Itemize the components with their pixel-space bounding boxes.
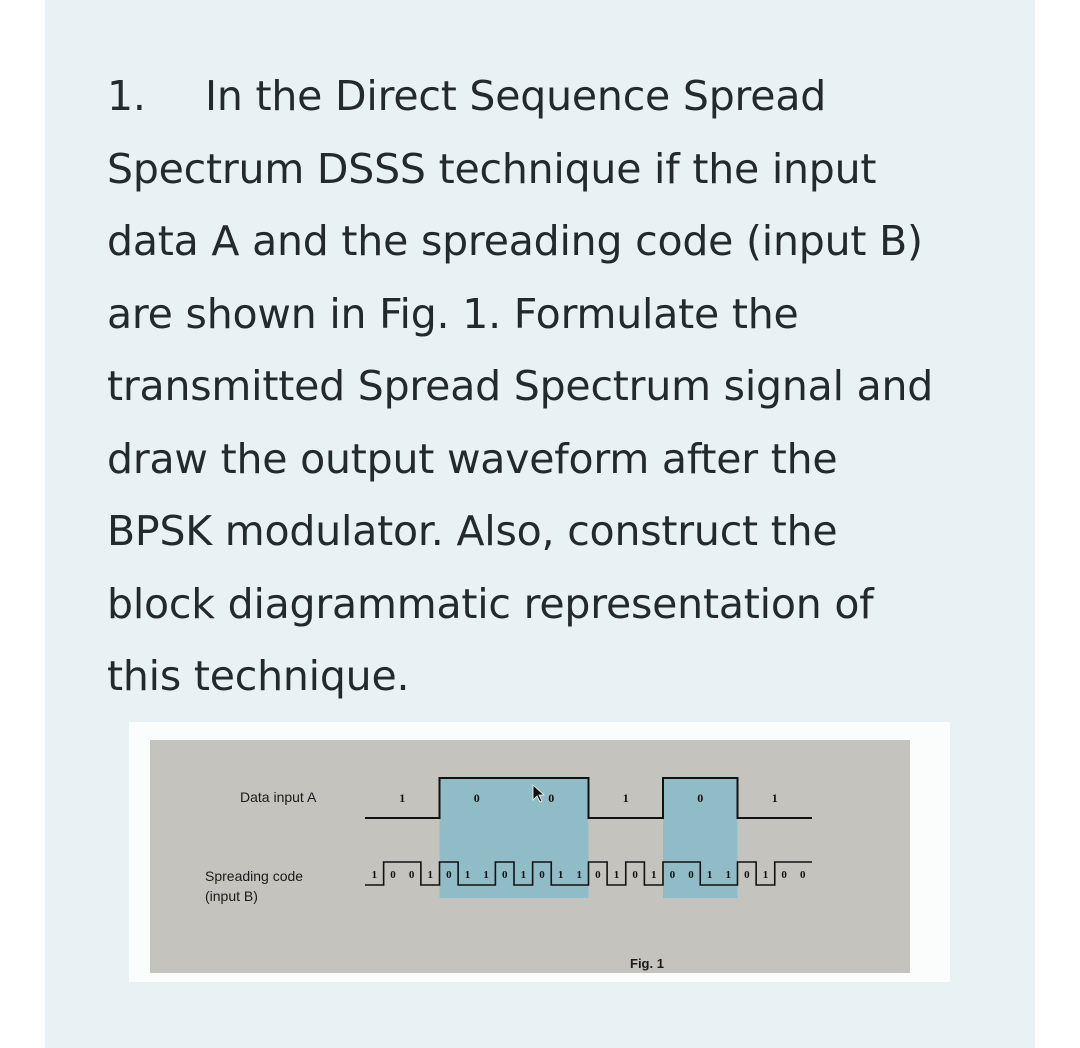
question-text <box>107 60 987 713</box>
data-bit-label: 1 <box>622 791 629 805</box>
code-bit-label: 1 <box>427 869 433 881</box>
code-bit-label: 0 <box>446 869 452 881</box>
data-bit-label: 1 <box>771 791 778 805</box>
code-bit-label: 1 <box>371 869 378 881</box>
question-line-6: draw the output waveform after the <box>107 434 838 483</box>
data-bit-label: 0 <box>697 791 704 805</box>
code-bit-label: 1 <box>613 869 620 881</box>
data-bit-label: 0 <box>473 791 480 805</box>
spreading-code-label: Spreading code <box>205 868 304 884</box>
figure-image <box>150 740 910 973</box>
data-waveform <box>365 778 812 818</box>
code-bit-label: 0 <box>539 869 545 881</box>
spreading-code-sublabel: (input B) <box>205 888 258 904</box>
figure-caption: Fig. 1 <box>630 956 664 971</box>
code-bit-label: 1 <box>483 869 489 881</box>
waveform-diagram <box>150 740 910 973</box>
question-line-text: In the Direct Sequence Spread <box>205 72 827 120</box>
code-bit-label: 1 <box>706 869 713 881</box>
code-bit-label: 0 <box>632 869 638 881</box>
data-bit-label: 0 <box>548 791 555 805</box>
question-line-5: transmitted Spread Spectrum signal and <box>107 362 934 410</box>
code-bit-label: 1 <box>464 869 471 881</box>
data-waveform-line <box>365 778 812 818</box>
code-bit-label: 0 <box>799 869 806 881</box>
code-bit-label: 0 <box>390 869 396 881</box>
question-number: 1. <box>107 72 146 120</box>
code-bit-label: 1 <box>725 869 731 881</box>
code-bit-label: 1 <box>762 869 769 881</box>
question-line-4: are shown in Fig. 1. Formulate the <box>107 289 799 338</box>
code-bit-label: 0 <box>781 869 787 881</box>
code-bit-label: 0 <box>688 869 694 881</box>
code-bit-label: 0 <box>501 869 508 881</box>
data-bit-label: 1 <box>399 791 406 805</box>
code-bit-label: 0 <box>595 869 601 881</box>
code-bit-label: 1 <box>557 869 564 881</box>
question-line-2: Spectrum DSSS technique if the input <box>107 144 877 193</box>
question-line-3: data A and the spreading code (input B) <box>107 217 923 265</box>
question-line-1 <box>107 60 987 133</box>
code-bit-label: 0 <box>744 869 750 881</box>
question-line-7: BPSK modulator. Also, construct the <box>107 507 838 555</box>
code-bit-label: 0 <box>669 869 676 881</box>
code-bit-label: 1 <box>650 869 657 881</box>
question-line-8: block diagrammatic representation of <box>107 579 874 628</box>
question-line-9: this technique. <box>107 652 410 700</box>
data-input-label: Data input A <box>240 789 317 805</box>
code-bit-label: 1 <box>576 869 582 881</box>
code-bit-label: 0 <box>408 869 415 881</box>
code-bit-label: 1 <box>520 869 527 881</box>
